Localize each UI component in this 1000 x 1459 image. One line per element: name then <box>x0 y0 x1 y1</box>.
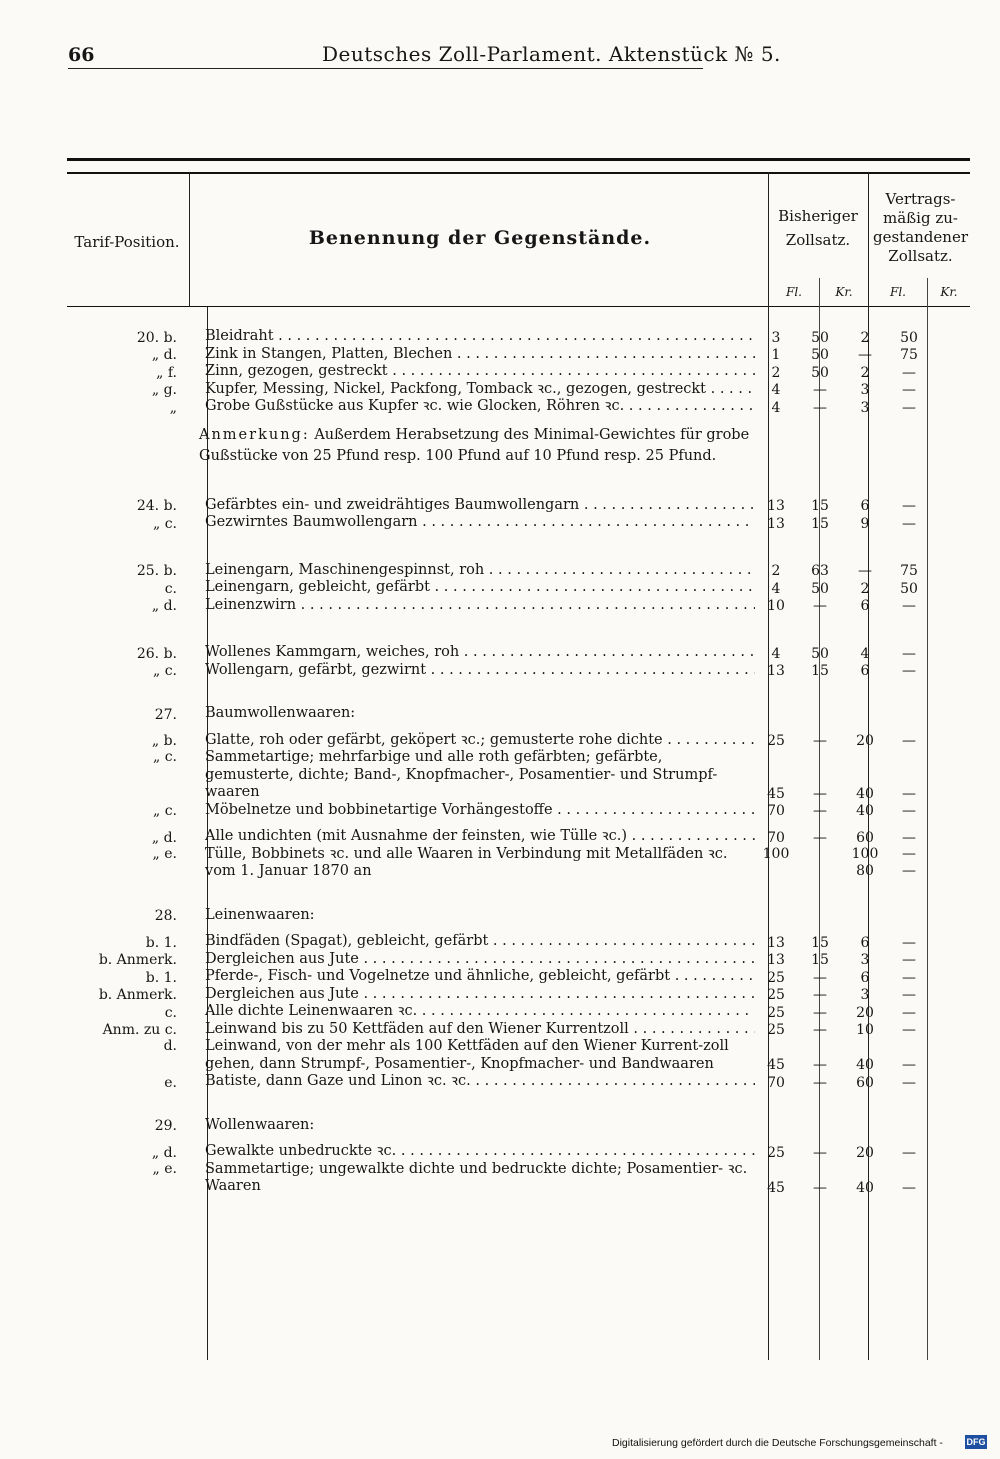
col-header-bisheriger-line1: Bisheriger <box>778 207 858 225</box>
table-row <box>67 1161 970 1196</box>
new-kr: — <box>902 498 916 514</box>
tarif-position: 24. b. <box>136 498 177 514</box>
new-kr: — <box>902 934 916 951</box>
new-kr: — <box>902 1074 916 1091</box>
old-fl: 4 <box>771 580 781 597</box>
item-name: Leinengarn, Maschinengespinnst, roh . . . <box>191 562 755 580</box>
old-fl: 4 <box>771 399 781 416</box>
item-name: Alle undichten (mit Ausnahme der feinsten, wie Tülle ꝛc.) . . . <box>191 828 755 846</box>
old-fl: 100 <box>762 845 790 862</box>
tarif-position: „ c. <box>153 803 177 819</box>
new-kr: — <box>902 364 916 381</box>
new-kr: — <box>902 952 916 968</box>
new-fl: 40 <box>856 803 874 819</box>
item-name: Wollenes Kammgarn, weiches, roh . . . <box>191 644 755 662</box>
table-row <box>67 381 970 399</box>
table-row <box>67 597 970 615</box>
new-fl: 6 <box>860 934 870 951</box>
tarif-position: „ d. <box>151 598 177 614</box>
item-name: Gewalkte unbedruckte ꝛc. . . . <box>191 1143 755 1161</box>
table-row <box>67 1003 970 1021</box>
new-kr: — <box>902 598 916 614</box>
tarif-position: 29. <box>154 1118 177 1134</box>
table-row <box>67 933 970 951</box>
table-body <box>67 328 970 1196</box>
new-fl <box>843 846 887 881</box>
page-header <box>0 40 1000 70</box>
old-fl: 45 <box>767 1057 785 1073</box>
old-kr: — <box>813 399 827 416</box>
old-kr: — <box>813 733 827 749</box>
old-kr: — <box>813 1022 827 1038</box>
item-name: Leinwand bis zu 50 Kettfäden auf den Wiener Kurrentzoll . . . <box>191 1021 755 1039</box>
table-row <box>67 514 970 532</box>
new-fl: 4 <box>860 645 870 662</box>
old-fl: 45 <box>767 785 785 802</box>
table-row <box>67 986 970 1004</box>
old-kr: 50 <box>811 645 829 662</box>
old-fl: 13 <box>767 952 785 968</box>
col-header-vertrag-line4: Zollsatz. <box>888 247 953 265</box>
item-name: Wollengarn, gefärbt, gezwirnt . . . <box>191 662 755 680</box>
old-kr: 15 <box>811 498 829 514</box>
old-kr: — <box>813 1144 827 1161</box>
new-kr: — <box>902 987 916 1003</box>
old-fl: 25 <box>767 1004 785 1021</box>
section-heading-row <box>67 705 970 723</box>
item-name: Alle dichte Leinenwaaren ꝛc. . . . <box>191 1003 755 1021</box>
old-kr: — <box>813 1057 827 1073</box>
old-fl: 13 <box>767 498 785 514</box>
old-kr: — <box>813 785 827 802</box>
new-fl: 20 <box>856 1144 874 1161</box>
note-body: Außerdem Herabsetzung des Minimal-Gewichtes für grobe Gußstücke von 25 Pfund resp. 100 Pfund auf 10 Pfund resp. 25 Pfund. <box>199 426 750 464</box>
old-fl: 70 <box>767 1074 785 1091</box>
new-fl: 10 <box>856 1022 874 1038</box>
tarif-position: 20. b. <box>136 329 177 346</box>
new-kr: — <box>902 1179 916 1196</box>
new-fl: 2 <box>860 580 870 597</box>
col-header-bisheriger-line2: Zollsatz. <box>785 231 851 249</box>
new-fl: 3 <box>860 987 870 1003</box>
new-kr: — <box>902 1004 916 1021</box>
new-fl-value-2: 80 <box>856 863 874 879</box>
tarif-position: „ c. <box>153 749 177 765</box>
table-row <box>67 562 970 580</box>
new-fl: — <box>858 563 872 579</box>
tarif-position: 28. <box>154 908 177 924</box>
col-header-tarif: Tarif-Position. <box>74 233 180 251</box>
new-fl: 3 <box>860 399 870 416</box>
table-row <box>67 328 970 346</box>
tarif-position: 27. <box>154 706 177 723</box>
new-kr: — <box>902 1144 916 1161</box>
item-name: Gefärbtes ein- und zweidrähtiges Baumwollengarn . . . <box>191 497 755 515</box>
old-fl: 2 <box>771 364 781 381</box>
new-kr: — <box>902 1057 916 1073</box>
old-kr: — <box>813 829 827 846</box>
item-name: Sammetartige; ungewalkte dichte und bedruckte dichte; Posamentier- ꝛc. Waaren <box>205 1160 748 1194</box>
note-text <box>191 425 751 467</box>
tariff-table <box>67 158 970 1360</box>
old-fl: 25 <box>767 1144 785 1161</box>
table-row <box>67 1143 970 1161</box>
old-kr: 15 <box>811 952 829 968</box>
old-kr: 15 <box>811 515 829 532</box>
old-fl: 70 <box>767 829 785 846</box>
note-label: Anmerkung: <box>199 426 310 443</box>
new-fl: 20 <box>856 1004 874 1021</box>
tarif-position: b. Anmerk. <box>98 987 177 1003</box>
new-fl: 2 <box>860 329 870 346</box>
tarif-position: „ e. <box>152 1160 177 1177</box>
col-header-bisheriger <box>770 204 866 252</box>
tarif-position: b. 1. <box>145 934 177 951</box>
item-name: Sammetartige; mehrfarbige und alle roth gefärbten; gefärbte, gemusterte, dichte; Band-, Knopfmacher-, Posamentier- und Strumpf-waaren <box>205 749 718 800</box>
new-fl: 3 <box>860 382 870 398</box>
table-row <box>67 828 970 846</box>
item-name: Bleidraht . . . <box>191 328 755 346</box>
tarif-position: b. 1. <box>145 969 177 986</box>
old-kr: 63 <box>811 563 829 579</box>
old-kr: — <box>813 803 827 819</box>
tarif-position: Anm. zu c. <box>102 1022 177 1038</box>
new-kr-value-2: — <box>902 863 916 879</box>
new-kr: — <box>902 733 916 749</box>
new-kr <box>887 846 931 881</box>
old-kr: — <box>813 382 827 398</box>
old-fl: 10 <box>767 598 785 614</box>
col-header-vertrag-line1: Vertrags- <box>885 190 956 208</box>
new-kr: 75 <box>900 347 918 363</box>
tarif-position: „ g. <box>151 382 177 398</box>
col-divider-pos-head <box>189 172 190 307</box>
old-fl: 25 <box>767 1022 785 1038</box>
tarif-position: „ c. <box>153 515 177 532</box>
old-fl: 4 <box>771 645 781 662</box>
old-kr: — <box>813 598 827 614</box>
old-kr: 50 <box>811 580 829 597</box>
unit-fl-1: Fl. <box>786 285 802 299</box>
new-kr: — <box>902 829 916 846</box>
new-fl: 20 <box>856 733 874 749</box>
table-top-rule <box>67 158 970 161</box>
old-fl: 4 <box>771 382 781 398</box>
item-name: Zink in Stangen, Platten, Blechen . . . <box>191 346 755 364</box>
new-fl: 6 <box>860 663 870 679</box>
item-name: Gezwirntes Baumwollengarn . . . <box>191 514 755 532</box>
tarif-position: „ <box>169 399 177 416</box>
new-fl: 3 <box>860 952 870 968</box>
item-name: Leinenzwirn . . . <box>191 597 755 615</box>
new-fl: 40 <box>856 1057 874 1073</box>
new-fl: 9 <box>860 515 870 532</box>
tarif-position: d. <box>163 1038 177 1054</box>
old-kr: 50 <box>811 329 829 346</box>
item-name: Grobe Gußstücke aus Kupfer ꝛc. wie Glocken, Röhren ꝛc. . . . <box>191 398 755 416</box>
table-row <box>67 732 970 750</box>
tarif-position: e. <box>164 1074 177 1091</box>
table-row <box>67 749 970 802</box>
old-fl: 45 <box>767 1179 785 1196</box>
old-kr: 50 <box>811 364 829 381</box>
old-fl: 70 <box>767 803 785 819</box>
old-fl: 1 <box>771 347 781 363</box>
table-row <box>67 662 970 680</box>
item-name: Zinn, gezogen, gestreckt . . . <box>191 363 755 381</box>
unit-fl-2: Fl. <box>890 285 906 299</box>
tarif-position: „ d. <box>151 829 177 846</box>
col-header-vertrag <box>871 190 970 266</box>
new-fl: 40 <box>856 785 874 802</box>
new-fl: 6 <box>860 598 870 614</box>
tarif-position: c. <box>164 1004 177 1021</box>
tarif-position: „ c. <box>153 663 177 679</box>
item-name: Bindfäden (Spagat), gebleicht, gefärbt . . . <box>191 933 755 951</box>
header-bottom-rule <box>67 306 970 307</box>
tarif-position: 25. b. <box>136 563 177 579</box>
item-name: Batiste, dann Gaze und Linon ꝛc. ꝛc. . . . <box>191 1073 755 1091</box>
item-name: Leinwand, von der mehr als 100 Kettfäden auf den Wiener Kurrent-zoll gehen, dann Strumpf-, Posamentier-, Knopfmacher- und Bandwaaren <box>205 1038 729 1072</box>
item-name: Leinengarn, gebleicht, gefärbt . . . <box>191 579 755 597</box>
table-row <box>67 497 970 515</box>
table-row <box>67 846 970 881</box>
unit-kr-1: Kr. <box>835 285 853 299</box>
header-rule <box>68 68 703 69</box>
running-title: Deutsches Zoll-Parlament. Aktenstück № 5. <box>322 42 781 66</box>
old-fl: 13 <box>767 934 785 951</box>
new-kr: — <box>902 969 916 986</box>
new-fl: — <box>858 347 872 363</box>
tarif-position: b. Anmerk. <box>98 952 177 968</box>
new-kr: 50 <box>900 580 918 597</box>
old-fl: 13 <box>767 515 785 532</box>
old-kr: 50 <box>811 347 829 363</box>
table-row <box>67 579 970 597</box>
old-kr: — <box>813 1074 827 1091</box>
table-row <box>67 398 970 416</box>
new-kr: — <box>902 1022 916 1038</box>
col-header-vertrag-line2: mäßig zu- <box>883 209 958 227</box>
tarif-position: „ d. <box>151 347 177 363</box>
section-heading: Baumwollenwaaren: <box>205 705 356 721</box>
tarif-position: „ e. <box>152 845 177 862</box>
new-fl: 40 <box>856 1179 874 1196</box>
item-name: Glatte, roh oder gefärbt, geköpert ꝛc.; gemusterte rohe dichte . . . <box>191 732 755 750</box>
item-name: Möbelnetze und bobbinetartige Vorhängestoffe . . . <box>191 802 755 820</box>
new-kr: — <box>902 663 916 679</box>
section-heading: Wollenwaaren: <box>205 1116 315 1133</box>
note-row <box>67 425 970 467</box>
new-fl-value: 100 <box>851 845 879 862</box>
table-row <box>67 951 970 969</box>
table-row <box>67 644 970 662</box>
new-fl: 6 <box>860 969 870 986</box>
tarif-position: 26. b. <box>136 645 177 662</box>
old-kr: — <box>813 1179 827 1196</box>
old-kr: — <box>813 1004 827 1021</box>
item-name: Tülle, Bobbinets ꝛc. und alle Waaren in Verbindung mit Metallfäden ꝛc. vom 1. Januar 1870 an <box>205 845 728 879</box>
table-row <box>67 363 970 381</box>
new-kr: — <box>902 645 916 662</box>
old-fl: 25 <box>767 733 785 749</box>
new-kr: — <box>902 803 916 819</box>
new-kr: — <box>902 785 916 802</box>
tarif-position: c. <box>164 580 177 597</box>
tarif-position: „ b. <box>151 733 177 749</box>
new-kr: — <box>902 399 916 416</box>
old-kr: — <box>813 969 827 986</box>
new-fl: 60 <box>856 829 874 846</box>
old-fl: 3 <box>771 329 781 346</box>
new-fl: 60 <box>856 1074 874 1091</box>
table-row <box>67 346 970 364</box>
old-kr: 15 <box>811 663 829 679</box>
section-heading-row <box>67 907 970 925</box>
new-kr-value: — <box>902 845 916 862</box>
old-fl: 13 <box>767 663 785 679</box>
table-row <box>67 968 970 986</box>
table-row <box>67 1073 970 1091</box>
old-kr: — <box>813 987 827 1003</box>
tarif-position: „ d. <box>151 1144 177 1161</box>
col-header-vertrag-line3: gestandener <box>873 228 968 246</box>
dfg-logo: DFG <box>966 1437 986 1447</box>
old-fl: 25 <box>767 969 785 986</box>
new-kr: 75 <box>900 563 918 579</box>
col-header-benennung: Benennung der Gegenstände. <box>308 227 652 249</box>
new-kr: — <box>902 515 916 532</box>
new-kr: 50 <box>900 329 918 346</box>
item-name: Dergleichen aus Jute . . . <box>191 951 755 969</box>
item-name: Dergleichen aus Jute . . . <box>191 986 755 1004</box>
new-fl: 6 <box>860 498 870 514</box>
table-row <box>67 1038 970 1073</box>
item-name: Pferde-, Fisch- und Vogelnetze und ähnliche, gebleicht, gefärbt . . . <box>191 968 755 986</box>
page-number: 66 <box>68 44 95 66</box>
table-row <box>67 1021 970 1039</box>
old-kr: 15 <box>811 934 829 951</box>
table-top-rule-2 <box>67 172 970 174</box>
tarif-position: „ f. <box>156 364 177 381</box>
new-fl: 2 <box>860 364 870 381</box>
digitization-credit: Digitalisierung gefördert durch die Deutsche Forschungsgemeinschaft - <box>612 1437 943 1449</box>
unit-kr-2: Kr. <box>940 285 958 299</box>
old-fl: 25 <box>767 987 785 1003</box>
item-name: Kupfer, Messing, Nickel, Packfong, Tomback ꝛc., gezogen, gestreckt . . . <box>191 381 755 399</box>
old-fl: 2 <box>771 563 781 579</box>
new-kr: — <box>902 382 916 398</box>
table-row <box>67 802 970 820</box>
section-heading: Leinenwaaren: <box>205 906 315 923</box>
section-heading-row <box>67 1117 970 1135</box>
